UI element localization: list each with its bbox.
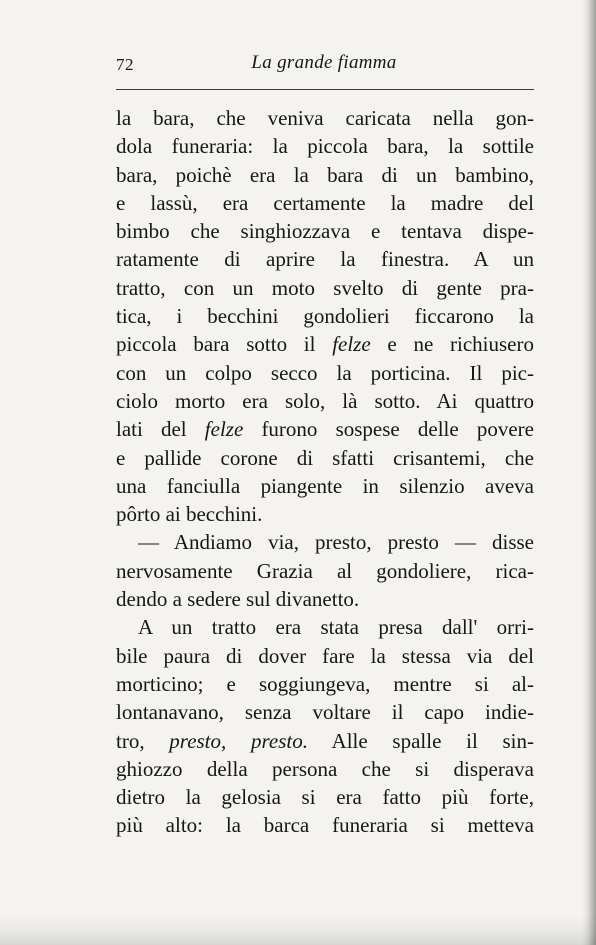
text-line: la bara, che veniva caricata nella gon- bbox=[116, 106, 534, 130]
text-line: con un colpo secco la porticina. Il pic- bbox=[116, 360, 534, 385]
text-line: nervosamente Grazia al gondoliere, rica- bbox=[116, 558, 534, 583]
text-line: — Andiamo via, presto, presto — disse bbox=[138, 530, 534, 555]
text-line: bile paura di dover fare la stessa via del bbox=[116, 643, 534, 668]
text-line: pôrto ai becchini. bbox=[116, 502, 263, 527]
page-edge-shadow bbox=[582, 0, 596, 945]
page-number: 72 bbox=[116, 55, 134, 74]
text-line: e pallide corone di sfatti crisantemi, che bbox=[116, 445, 534, 470]
text-line: bimbo che singhiozzava e tentava dispe- bbox=[116, 219, 534, 244]
header-rule bbox=[116, 89, 534, 90]
text-line: piccola bara sotto il felze e ne richiusero bbox=[116, 332, 534, 357]
italic-word: felze bbox=[332, 332, 371, 357]
text-line: A un tratto era stata presa dall' orri- bbox=[138, 615, 534, 640]
italic-word: presto, presto. bbox=[169, 728, 308, 753]
text-line: dendo a sedere sul divanetto. bbox=[116, 587, 360, 612]
running-title: La grande fiamma bbox=[251, 52, 397, 73]
text-line: ratamente di aprire la finestra. A un bbox=[116, 247, 534, 272]
page-header bbox=[116, 52, 532, 82]
text-line: tratto, con un moto svelto di gente pra- bbox=[116, 275, 534, 300]
text-line: più alto: la barca funeraria si metteva bbox=[116, 813, 534, 838]
text-line: tica, i becchini gondolieri ficcarono la bbox=[116, 304, 534, 329]
text-line: una fanciulla piangente in silenzio aveva bbox=[116, 473, 534, 498]
text-line: tro, presto, presto. Alle spalle il sin- bbox=[116, 728, 534, 753]
text-line: bara, poichè era la bara di un bambino, bbox=[116, 162, 534, 187]
body-text bbox=[116, 104, 534, 840]
page-bottom-shadow bbox=[0, 915, 596, 945]
text-line: morticino; e soggiungeva, mentre si al- bbox=[116, 671, 534, 696]
text-line: ciolo morto era solo, là sotto. Ai quattro bbox=[116, 388, 534, 413]
text-line: ghiozzo della persona che si disperava bbox=[116, 756, 534, 781]
text-line: e lassù, era certamente la madre del bbox=[116, 190, 534, 215]
text-line: dola funeraria: la piccola bara, la sottile bbox=[116, 134, 534, 159]
italic-word: felze bbox=[204, 417, 244, 442]
text-line: lontanavano, senza voltare il capo indie- bbox=[116, 700, 534, 725]
text-line: dietro la gelosia si era fatto più forte, bbox=[116, 785, 534, 810]
text-line: lati del felze furono sospese delle povere bbox=[116, 417, 534, 442]
